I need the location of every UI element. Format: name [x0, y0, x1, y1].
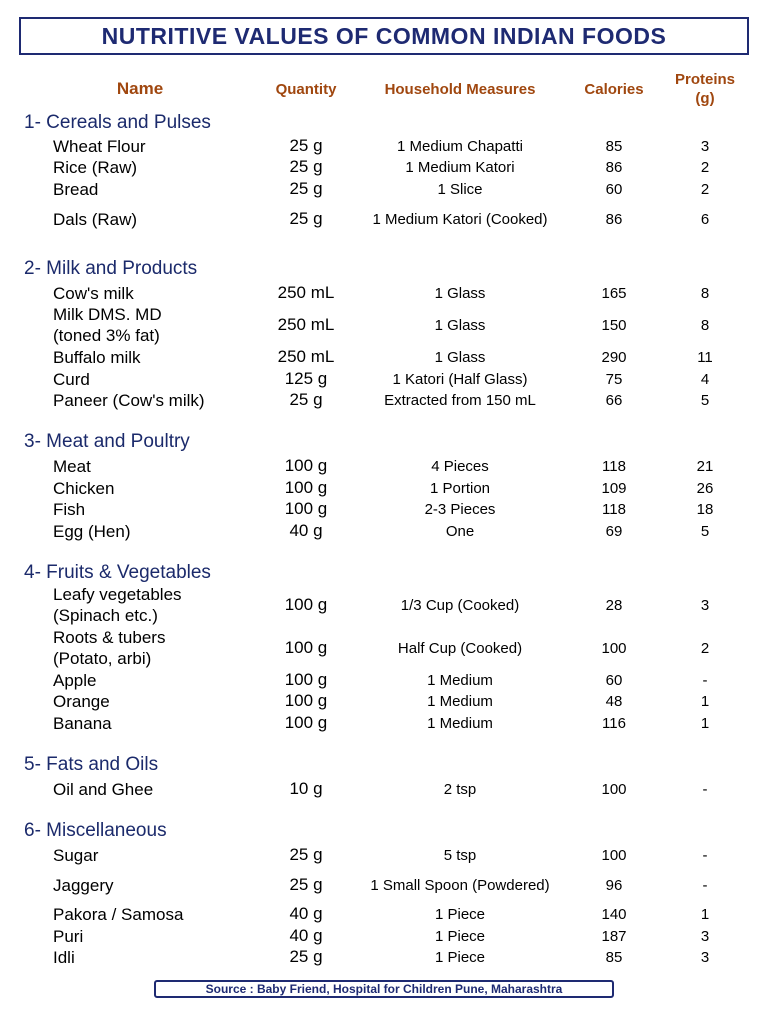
calories-cell: 96 [605, 876, 623, 894]
proteins-cell: 1 [700, 714, 710, 732]
household-measure-cell: 1 Katori (Half Glass) [392, 370, 528, 388]
proteins-cell: 21 [696, 457, 714, 475]
food-name [53, 669, 278, 691]
section-heading: 5- Fats and Oils [24, 754, 159, 775]
household-measure-cell: One [445, 522, 475, 540]
household-measure-cell: 1 Medium [427, 714, 493, 732]
food-name [53, 135, 278, 157]
food-name-line: Curd [53, 369, 90, 389]
food-name-line: (Spinach etc.) [53, 606, 158, 625]
table-row [0, 925, 768, 947]
food-name-line: Puri [53, 926, 84, 946]
food-name-line: Apple [53, 670, 97, 690]
household-measure-cell: 1 Medium Katori (Cooked) [372, 210, 548, 228]
food-name-line: (Potato, arbi) [53, 649, 152, 668]
food-name [53, 303, 278, 347]
calories-cell: 86 [605, 210, 623, 228]
column-header-household-measures: Household Measures [384, 81, 536, 98]
household-measure-cell: 4 Pieces [431, 457, 489, 475]
household-measure-cell: 1 Glass [434, 316, 486, 334]
food-name [53, 178, 278, 200]
table-row [0, 712, 768, 734]
proteins-cell: 2 [700, 158, 710, 176]
calories-cell: 66 [605, 391, 623, 409]
quantity-cell: 25 g [289, 845, 323, 864]
household-measure-cell: 1 Medium Katori [405, 158, 515, 176]
calories-cell: 165 [601, 284, 627, 302]
quantity-cell: 250 mL [277, 283, 335, 302]
table-row [0, 346, 768, 368]
table-row [0, 690, 768, 712]
quantity-cell: 125 g [284, 369, 328, 388]
food-name [53, 844, 278, 866]
proteins-cell: 3 [700, 948, 710, 966]
calories-cell: 118 [602, 500, 626, 518]
calories-cell: 69 [605, 522, 623, 540]
calories-cell: 290 [601, 348, 627, 366]
section-heading: 6- Miscellaneous [24, 820, 167, 841]
table-row [0, 844, 768, 866]
column-header-proteins-line2: (g) [695, 90, 715, 107]
column-header-calories: Calories [584, 81, 644, 98]
quantity-cell: 25 g [289, 179, 323, 198]
page-title: NUTRITIVE VALUES OF COMMON INDIAN FOODS [101, 22, 667, 49]
table-row [0, 498, 768, 520]
calories-cell: 85 [605, 137, 623, 155]
proteins-cell: 3 [700, 137, 710, 155]
calories-cell: 150 [601, 316, 627, 334]
food-name-line: Pakora / Samosa [53, 904, 184, 924]
proteins-cell: 3 [700, 596, 710, 614]
food-name-line: Egg (Hen) [53, 521, 131, 541]
food-name [53, 925, 278, 947]
proteins-cell: 8 [700, 316, 710, 334]
table-row [0, 778, 768, 800]
table-row [0, 455, 768, 477]
quantity-cell: 100 g [284, 713, 328, 732]
quantity-cell: 40 g [289, 926, 323, 945]
food-name [53, 583, 278, 627]
household-measure-cell: 1 Piece [434, 905, 486, 923]
household-measure-cell: 1 Glass [434, 284, 486, 302]
household-measure-cell: 5 tsp [443, 846, 477, 864]
food-name [53, 712, 278, 734]
proteins-cell: 26 [696, 479, 714, 497]
food-name-line: Orange [53, 691, 110, 711]
quantity-cell: 10 g [289, 779, 323, 798]
food-name [53, 455, 278, 477]
table-row [0, 946, 768, 968]
column-header-quantity: Quantity [275, 81, 337, 98]
proteins-cell: 5 [700, 391, 710, 409]
quantity-cell: 100 g [284, 499, 328, 518]
proteins-cell: 4 [700, 370, 710, 388]
proteins-cell: - [702, 846, 708, 864]
household-measure-cell: 2-3 Pieces [424, 500, 496, 518]
proteins-cell: 8 [700, 284, 710, 302]
proteins-cell: - [702, 876, 708, 894]
food-name [53, 778, 278, 800]
table-row [0, 903, 768, 925]
table-row [0, 669, 768, 691]
household-measure-cell: 1 Glass [434, 348, 486, 366]
household-measure-cell: 1 Medium Chapatti [397, 137, 523, 155]
food-name-line: Milk DMS. MD [53, 305, 162, 324]
table-row [0, 626, 768, 670]
household-measure-cell: 1 Slice [437, 180, 483, 198]
proteins-cell: 5 [700, 522, 710, 540]
section-heading: 2- Milk and Products [24, 258, 198, 279]
table-row [0, 282, 768, 304]
quantity-cell: 40 g [289, 904, 323, 923]
food-name [53, 282, 278, 304]
calories-cell: 100 [601, 639, 627, 657]
section-heading: 3- Meat and Poultry [24, 431, 190, 452]
column-header-proteins-line1: Proteins [674, 71, 735, 88]
food-name [53, 946, 278, 968]
household-measure-cell: 1 Piece [434, 948, 486, 966]
calories-cell: 28 [605, 596, 623, 614]
food-name [53, 389, 278, 411]
calories-cell: 100 [601, 846, 627, 864]
proteins-cell: 3 [700, 927, 710, 945]
proteins-cell: 2 [700, 180, 710, 198]
food-name [53, 477, 278, 499]
household-measure-cell: Extracted from 150 mL [384, 391, 536, 409]
table-row [0, 520, 768, 542]
quantity-cell: 25 g [289, 136, 323, 155]
proteins-cell: 2 [700, 639, 710, 657]
quantity-cell: 25 g [289, 947, 323, 966]
food-name [53, 690, 278, 712]
source-box [154, 980, 614, 998]
table-row [0, 583, 768, 627]
food-name-line: Paneer (Cow's milk) [53, 390, 205, 410]
household-measure-cell: 1 Medium [427, 671, 493, 689]
food-name-line: Roots & tubers [53, 628, 166, 647]
food-name [53, 874, 278, 896]
food-name-line: Oil and Ghee [53, 779, 154, 799]
quantity-cell: 100 g [284, 670, 328, 689]
calories-cell: 60 [605, 671, 623, 689]
proteins-cell: 11 [697, 348, 713, 366]
table-row [0, 156, 768, 178]
food-name [53, 626, 278, 670]
quantity-cell: 25 g [289, 390, 323, 409]
quantity-cell: 25 g [289, 875, 323, 894]
food-name [53, 520, 278, 542]
section-heading: 4- Fruits & Vegetables [24, 562, 211, 583]
food-name-line: Meat [53, 456, 91, 476]
quantity-cell: 25 g [289, 209, 323, 228]
food-name [53, 368, 278, 390]
quantity-cell: 250 mL [277, 315, 335, 334]
food-name-line: Banana [53, 713, 112, 733]
calories-cell: 187 [601, 927, 627, 945]
food-name-line: Rice (Raw) [53, 157, 138, 177]
food-name-line: Jaggery [53, 875, 114, 895]
food-name-line: Buffalo milk [53, 347, 141, 367]
section-heading: 1- Cereals and Pulses [24, 112, 211, 133]
quantity-cell: 40 g [289, 521, 323, 540]
proteins-cell: 18 [696, 500, 714, 518]
calories-cell: 140 [601, 905, 627, 923]
proteins-cell: 6 [700, 210, 710, 228]
food-name [53, 903, 278, 925]
table-row [0, 477, 768, 499]
food-name [53, 208, 278, 230]
household-measure-cell: 1/3 Cup (Cooked) [400, 596, 520, 614]
food-name-line: Wheat Flour [53, 136, 146, 156]
household-measure-cell: 1 Medium [427, 692, 493, 710]
proteins-cell: - [702, 671, 708, 689]
source-note: Source : Baby Friend, Hospital for Children Pune, Maharashtra [205, 982, 563, 996]
household-measure-cell: 1 Small Spoon (Powdered) [370, 876, 550, 894]
quantity-cell: 250 mL [277, 347, 335, 366]
household-measure-cell: 2 tsp [443, 780, 477, 798]
calories-cell: 109 [601, 479, 627, 497]
table-row [0, 389, 768, 411]
food-name-line: Bread [53, 179, 99, 199]
calories-cell: 118 [602, 457, 626, 475]
food-name-line: Dals (Raw) [53, 209, 138, 229]
calories-cell: 60 [605, 180, 623, 198]
proteins-cell: 1 [700, 905, 710, 923]
calories-cell: 116 [602, 714, 626, 732]
food-name-line: Cow's milk [53, 283, 134, 303]
quantity-cell: 100 g [284, 638, 328, 657]
household-measure-cell: 1 Portion [429, 479, 491, 497]
calories-cell: 48 [605, 692, 623, 710]
table-row [0, 368, 768, 390]
quantity-cell: 100 g [284, 691, 328, 710]
food-name [53, 346, 278, 368]
proteins-cell: 1 [700, 692, 710, 710]
quantity-cell: 100 g [284, 478, 328, 497]
food-name-line: Fish [53, 499, 86, 519]
table-row [0, 874, 768, 896]
food-name-line: (toned 3% fat) [53, 326, 160, 345]
food-name-line: Chicken [53, 478, 115, 498]
column-header-name: Name [116, 79, 164, 98]
calories-cell: 75 [605, 370, 623, 388]
food-name-line: Idli [53, 947, 75, 967]
food-name [53, 156, 278, 178]
quantity-cell: 100 g [284, 456, 328, 475]
calories-cell: 86 [605, 158, 623, 176]
calories-cell: 85 [605, 948, 623, 966]
table-row [0, 208, 768, 230]
calories-cell: 100 [601, 780, 627, 798]
quantity-cell: 100 g [284, 595, 328, 614]
table-row [0, 178, 768, 200]
table-row [0, 303, 768, 347]
food-name-line: Sugar [53, 845, 99, 865]
food-name-line: Leafy vegetables [53, 585, 182, 604]
food-name [53, 498, 278, 520]
proteins-cell: - [702, 780, 708, 798]
household-measure-cell: Half Cup (Cooked) [397, 639, 523, 657]
quantity-cell: 25 g [289, 157, 323, 176]
table-row [0, 135, 768, 157]
household-measure-cell: 1 Piece [434, 927, 486, 945]
